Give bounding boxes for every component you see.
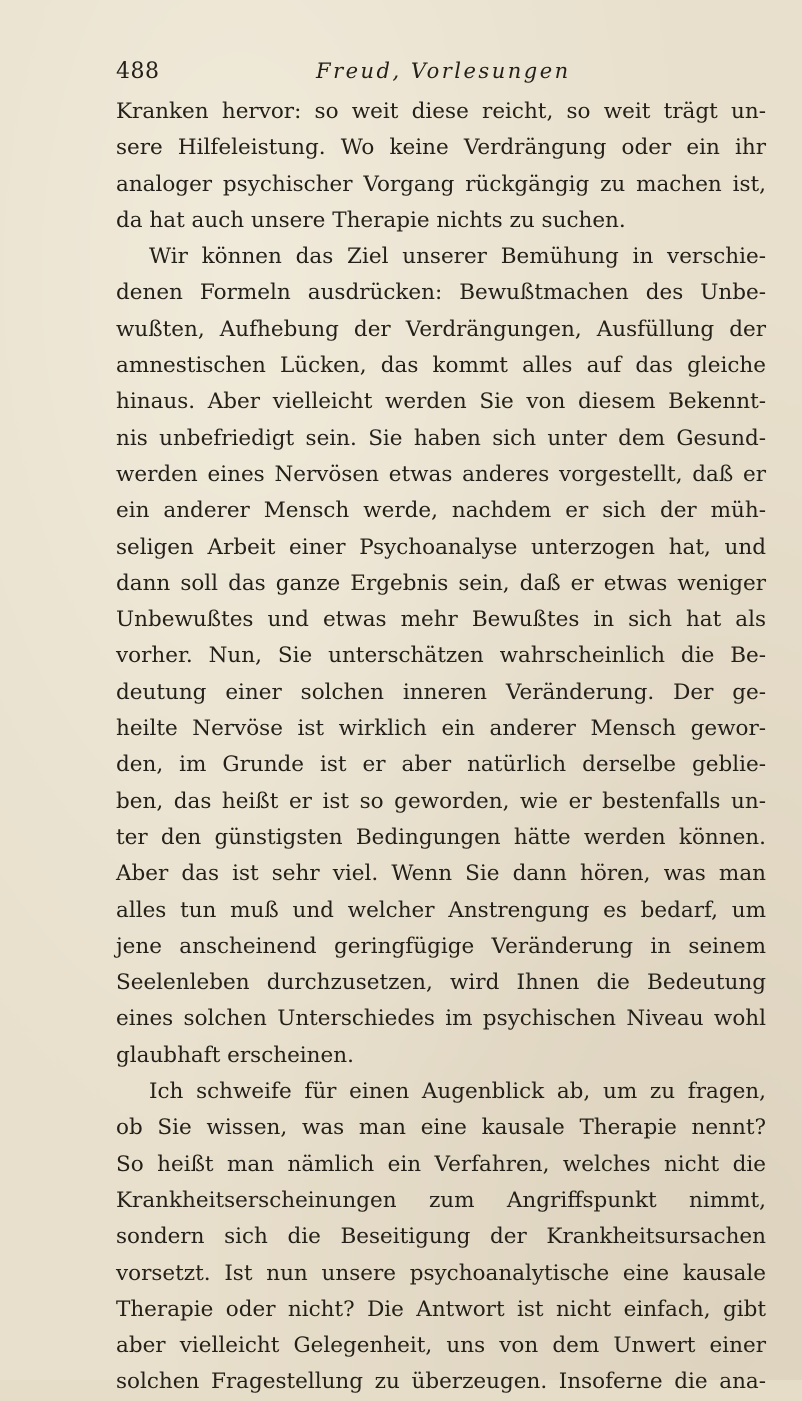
text-line: ter den günstigsten Bedingungen hätte werden können. (116, 824, 766, 850)
text-line: vorsetzt. Ist nun unsere psychoanalytische eine kausale (116, 1260, 766, 1286)
text-line: werden eines Nervösen etwas anderes vorgestellt, daß er (116, 461, 766, 487)
text-line: ben, das heißt er ist so geworden, wie er bestenfalls un- (116, 788, 766, 814)
text-line: Krankheitserscheinungen zum Angriffspunkt nimmt, (116, 1187, 766, 1213)
text-line: sere Hilfeleistung. Wo keine Verdrängung oder ein ihr (116, 135, 766, 161)
text-line: Unbewußtes und etwas mehr Bewußtes in sich hat als (116, 607, 766, 633)
body-text (116, 94, 766, 1401)
page-number: 488 (116, 59, 160, 84)
text-line: den, im Grunde ist er aber natürlich derselbe geblie- (116, 752, 766, 778)
text-line: sondern sich die Beseitigung der Krankheitsursachen (116, 1224, 766, 1250)
text-line: Ich schweife für einen Augenblick ab, um zu fragen, (149, 1079, 766, 1105)
text-line: glaubhaft erscheinen. (116, 1042, 354, 1068)
text-line: ob Sie wissen, was man eine kausale Therapie nennt? (116, 1115, 766, 1141)
text-line: Therapie oder nicht? Die Antwort ist nicht einfach, gibt (116, 1296, 766, 1322)
text-line: amnestischen Lücken, das kommt alles auf das gleiche (116, 353, 766, 379)
text-line: ein anderer Mensch werde, nachdem er sich der müh- (116, 498, 766, 524)
text-line: So heißt man nämlich ein Verfahren, welches nicht die (116, 1151, 766, 1177)
text-line: seligen Arbeit einer Psychoanalyse unterzogen hat, und (116, 534, 766, 560)
text-line: dann soll das ganze Ergebnis sein, daß er etwas weniger (116, 570, 766, 596)
text-line: alles tun muß und welcher Anstrengung es bedarf, um (116, 897, 766, 923)
text-line: Aber das ist sehr viel. Wenn Sie dann hören, was man (116, 861, 766, 887)
text-line: vorher. Nun, Sie unterschätzen wahrscheinlich die Be- (116, 643, 766, 669)
text-line: Seelenleben durchzusetzen, wird Ihnen die Bedeutung (116, 970, 766, 996)
text-line: nis unbefriedigt sein. Sie haben sich unter dem Gesund- (116, 425, 766, 451)
text-line: solchen Fragestellung zu überzeugen. Insoferne die ana- (116, 1369, 766, 1395)
text-line: wußten, Aufhebung der Verdrängungen, Ausfüllung der (116, 316, 766, 342)
page-header (116, 59, 756, 93)
text-line: Kranken hervor: so weit diese reicht, so weit trägt un- (116, 99, 766, 124)
text-line: hinaus. Aber vielleicht werden Sie von diesem Bekennt- (116, 389, 766, 415)
text-line: heilte Nervöse ist wirklich ein anderer Mensch gewor- (116, 716, 766, 742)
text-line: eines solchen Unterschiedes im psychischen Niveau wohl (116, 1006, 766, 1032)
text-line: analoger psychischer Vorgang rückgängig zu machen ist, (116, 171, 766, 197)
text-line: Wir können das Ziel unserer Bemühung in verschie- (149, 244, 766, 270)
text-line: deutung einer solchen inneren Veränderung. Der ge- (116, 679, 766, 705)
text-line: jene anscheinend geringfügige Veränderung in seinem (116, 933, 766, 959)
running-head: Freud, Vorlesungen (316, 59, 571, 83)
text-line: da hat auch unsere Therapie nichts zu suchen. (116, 207, 626, 233)
text-line: denen Formeln ausdrücken: Bewußtmachen des Unbe- (116, 280, 766, 306)
text-line: aber vielleicht Gelegenheit, uns von dem Unwert einer (116, 1333, 766, 1359)
